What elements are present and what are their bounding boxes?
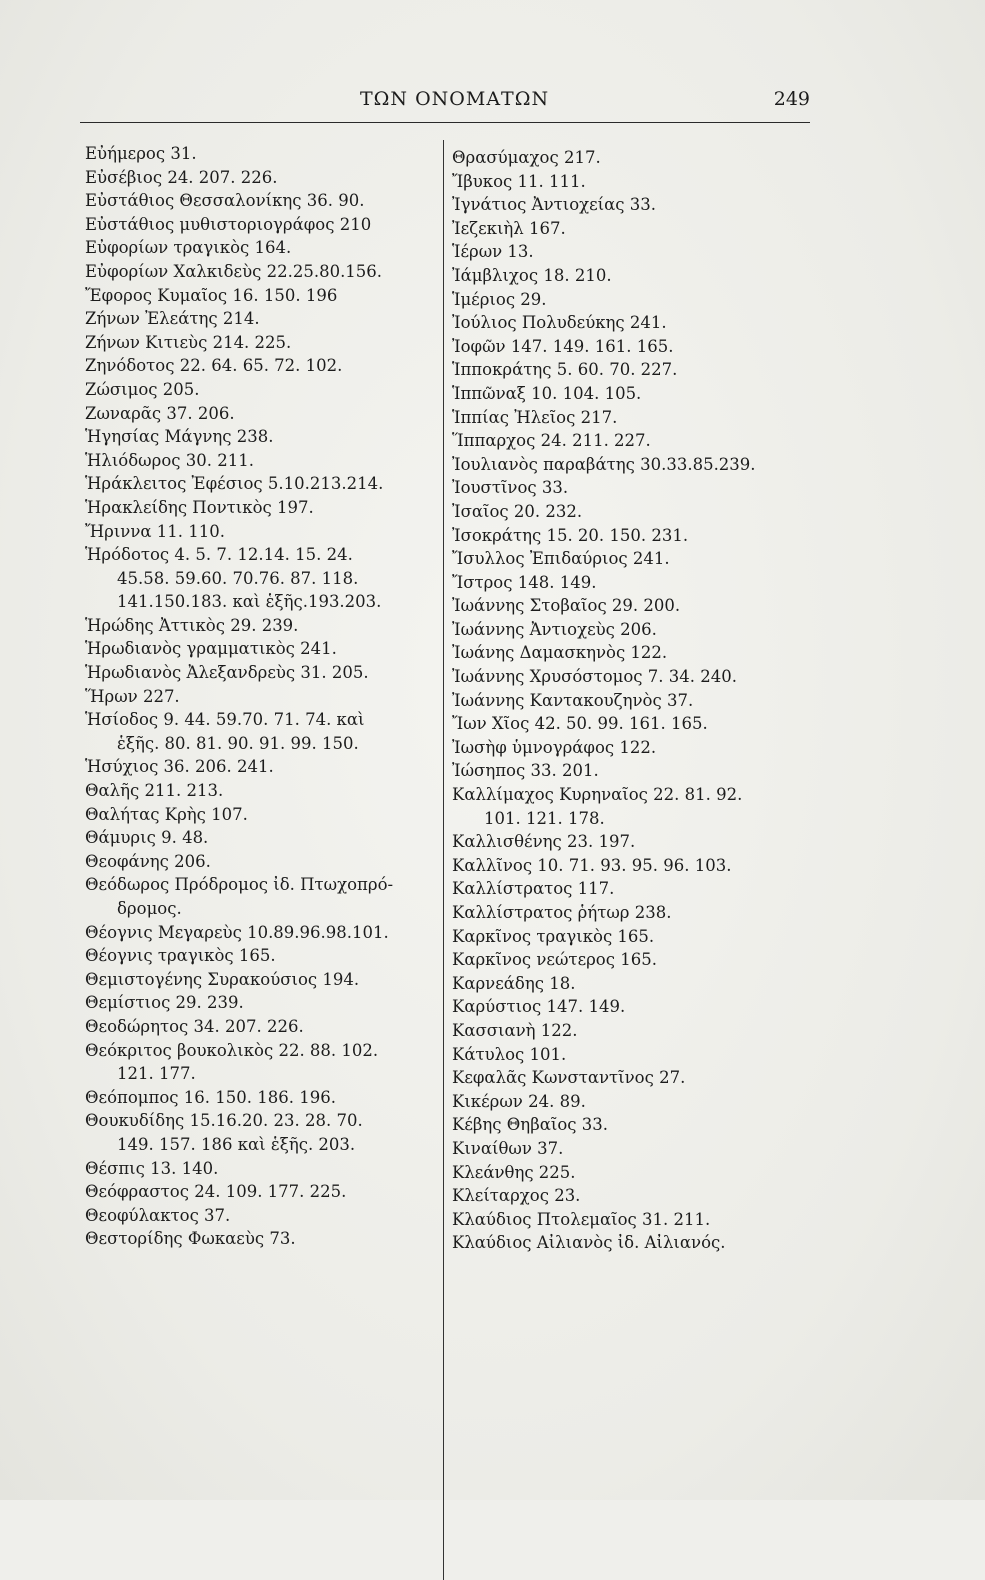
index-entry: Ἡρωδιανὸς Ἀλεξανδρεὺς 31. 205.	[85, 663, 369, 683]
index-entry: Ἰώσηπος 33. 201.	[452, 761, 599, 781]
index-entry: Θεοφάνης 206.	[85, 851, 211, 871]
index-column-right	[452, 146, 807, 1255]
index-entry: Θαλῆς 211. 213.	[85, 781, 224, 801]
index-entry: Ἡλιόδωρος 30. 211.	[85, 450, 254, 470]
index-entry: Καρκῖνος τραγικὸς 165.	[452, 926, 655, 946]
index-entry: Εὐφορίων Χαλκιδεὺς 22.25.80.156.	[85, 261, 383, 281]
index-entry-continuation: ἑξῆς. 80. 81. 90. 91. 99. 150.	[117, 733, 359, 753]
index-entry: Ἵππαρχος 24. 211. 227.	[452, 431, 651, 451]
index-entry: Ἰσοκράτης 15. 20. 150. 231.	[452, 525, 689, 545]
index-entry: Ἰάμβλιχος 18. 210.	[452, 265, 612, 285]
index-entry: Θεόφραστος 24. 109. 177. 225.	[85, 1182, 347, 1202]
index-entry: Ἱμέριος 29.	[452, 289, 547, 309]
index-entry-continuation: 149. 157. 186 καὶ ἑξῆς. 203.	[117, 1134, 356, 1154]
index-entry: Ἡρωδιανὸς γραμματικὸς 241.	[85, 639, 337, 659]
index-entry: Καρύστιος 147. 149.	[452, 997, 626, 1017]
index-entry: Θρασύμαχος 217.	[452, 148, 601, 167]
index-entry: Ἰωάνης Δαμασκηνὸς 122.	[452, 643, 668, 663]
column-divider	[443, 140, 444, 1580]
index-entry-continuation: 121. 177.	[117, 1064, 196, 1084]
index-entry: Ἡράκλειτος Ἐφέσιος 5.10.213.214.	[85, 474, 384, 494]
index-entry: Ἴστρος 148. 149.	[452, 572, 597, 592]
index-entry: Ἤριννα 11. 110.	[85, 521, 225, 541]
index-entry: Εὐσέβιος 24. 207. 226.	[85, 167, 278, 187]
index-entry: Καλλῖνος 10. 71. 93. 95. 96. 103.	[452, 855, 732, 875]
index-entry: Κλαύδιος Πτολεμαῖος 31. 211.	[452, 1209, 711, 1229]
index-entry: Κέβης Θηβαῖος 33.	[452, 1115, 609, 1135]
index-entry: Θεμιστογένης Συρακούσιος 194.	[85, 969, 360, 989]
index-entry-continuation: 45.58. 59.60. 70.76. 87. 118.	[117, 568, 359, 588]
index-entry: Ζώσιμος 205.	[85, 379, 200, 399]
index-entry: Ἡρόδοτος 4. 5. 7. 12.14. 15. 24.	[85, 545, 353, 565]
index-entry: Θεόκριτος βουκολικὸς 22. 88. 102.	[85, 1040, 379, 1060]
index-entry: Ἰουλιανὸς παραβάτης 30.33.85.239.	[452, 454, 756, 474]
index-entry: Ζηνόδοτος 22. 64. 65. 72. 102.	[85, 356, 343, 376]
index-entry: Ἰωάννης Καντακουζηνὸς 37.	[452, 690, 694, 710]
index-entry: Ἡρακλείδης Ποντικὸς 197.	[85, 497, 314, 517]
index-entry: Ἰωάννης Χρυσόστομος 7. 34. 240.	[452, 667, 737, 687]
index-entry: Κλαύδιος Αἰλιανὸς ἰδ. Αἰλιανός.	[452, 1233, 726, 1253]
page-number: 249	[773, 88, 810, 110]
index-entry: Θέογνις τραγικὸς 165.	[85, 946, 276, 966]
index-entry: Ἴβυκος 11. 111.	[452, 171, 586, 191]
index-entry: Ζήνων Κιτιεὺς 214. 225.	[85, 332, 292, 352]
index-entry: Ζωναρᾶς 37. 206.	[85, 403, 235, 423]
index-entry: Καλλίστρατος ῥήτωρ 238.	[452, 903, 672, 922]
index-entry: Θεόπομπος 16. 150. 186. 196.	[85, 1087, 336, 1107]
index-entry: Εὐστάθιος Θεσσαλονίκης 36. 90.	[85, 191, 365, 211]
index-entry: Ἰσαῖος 20. 232.	[452, 501, 583, 521]
index-entry: Ἥρων 227.	[85, 686, 180, 706]
header-rule	[80, 122, 810, 123]
index-entry: Εὐστάθιος μυθιστοριογράφος 210	[85, 214, 372, 234]
index-entry: Ζήνων Ἐλεάτης 214.	[85, 309, 260, 329]
index-entry: Ἔφορος Κυμαῖος 16. 150. 196	[85, 285, 338, 305]
index-entry: Ἡγησίας Μάγνης 238.	[85, 427, 274, 447]
index-entry: Καλλισθένης 23. 197.	[452, 832, 636, 852]
index-entry: Θάμυρις 9. 48.	[85, 828, 209, 848]
running-title: ΤΩΝ ΟΝΟΜΑΤΩΝ	[360, 88, 550, 110]
index-entry: Ἰούλιος Πολυδεύκης 241.	[452, 313, 667, 333]
index-entry: Κικέρων 24. 89.	[452, 1091, 586, 1111]
index-entry: Ἡσύχιος 36. 206. 241.	[85, 757, 274, 777]
index-entry: Καρνεάδης 18.	[452, 973, 576, 993]
page-header	[80, 88, 810, 128]
index-entry: Καρκῖνος νεώτερος 165.	[452, 950, 657, 970]
index-entry: Ἡσίοδος 9. 44. 59.70. 71. 74. καὶ	[85, 710, 365, 730]
index-entry: Θεοδώρητος 34. 207. 226.	[85, 1016, 304, 1036]
index-entry: Εὐφορίων τραγικὸς 164.	[85, 238, 292, 258]
index-entry: Ἰωσὴφ ὑμνογράφος 122.	[452, 737, 657, 757]
index-entry: Θεοφύλακτος 37.	[85, 1205, 231, 1225]
index-entry-continuation: δρομος.	[117, 899, 182, 918]
index-entry: Κάτυλος 101.	[452, 1044, 567, 1064]
index-entry: Κλεάνθης 225.	[452, 1162, 576, 1182]
index-entry: Ἴσυλλος Ἐπιδαύριος 241.	[452, 549, 670, 569]
index-entry: Ἱππῶναξ 10. 104. 105.	[452, 383, 642, 403]
index-entry: Καλλίστρατος 117.	[452, 879, 615, 899]
index-entry-continuation: 141.150.183. καὶ ἑξῆς.193.203.	[117, 592, 382, 612]
index-column-left	[85, 142, 437, 1251]
index-entry: Ἰοφῶν 147. 149. 161. 165.	[452, 336, 674, 356]
index-entry: Κασσιανὴ 122.	[452, 1020, 578, 1040]
index-entry: Ἡρώδης Ἀττικὸς 29. 239.	[85, 615, 299, 635]
index-entry: Ἱέρων 13.	[452, 242, 534, 262]
index-entry: Ἰωάννης Στοβαῖος 29. 200.	[452, 596, 681, 616]
index-entry: Ἰεζεκιὴλ 167.	[452, 218, 566, 238]
index-entry: Κεφαλᾶς Κωνσταντῖνος 27.	[452, 1068, 686, 1088]
index-entry: Ἴων Χῖος 42. 50. 99. 161. 165.	[452, 714, 708, 734]
index-entry: Ἰωάννης Ἀντιοχεὺς 206.	[452, 619, 657, 639]
index-entry: Εὐήμερος 31.	[85, 144, 197, 163]
index-entry: Καλλίμαχος Κυρηναῖος 22. 81. 92.	[452, 785, 743, 805]
index-entry: Ἱπποκράτης 5. 60. 70. 227.	[452, 360, 678, 380]
index-entry: Θουκυδίδης 15.16.20. 23. 28. 70.	[85, 1111, 363, 1131]
index-entry: Θεστορίδης Φωκαεὺς 73.	[85, 1229, 296, 1249]
index-entry: Θεόδωρος Πρόδρομος ἰδ. Πτωχοπρό-	[85, 875, 394, 895]
index-entry: Κλείταρχος 23.	[452, 1186, 581, 1206]
index-entry: Θαλήτας Κρὴς 107.	[85, 804, 248, 824]
index-entry: Θεμίστιος 29. 239.	[85, 993, 244, 1013]
index-entry-continuation: 101. 121. 178.	[484, 808, 605, 828]
index-entry: Ἱππίας Ἠλεῖος 217.	[452, 407, 618, 427]
index-entry: Θέσπις 13. 140.	[85, 1158, 219, 1178]
index-entry: Θέογνις Μεγαρεὺς 10.89.96.98.101.	[85, 922, 389, 942]
index-entry: Ἰουστῖνος 33.	[452, 478, 569, 498]
index-entry: Κιναίθων 37.	[452, 1138, 564, 1158]
index-entry: Ἰγνάτιος Ἀντιοχείας 33.	[452, 195, 657, 215]
